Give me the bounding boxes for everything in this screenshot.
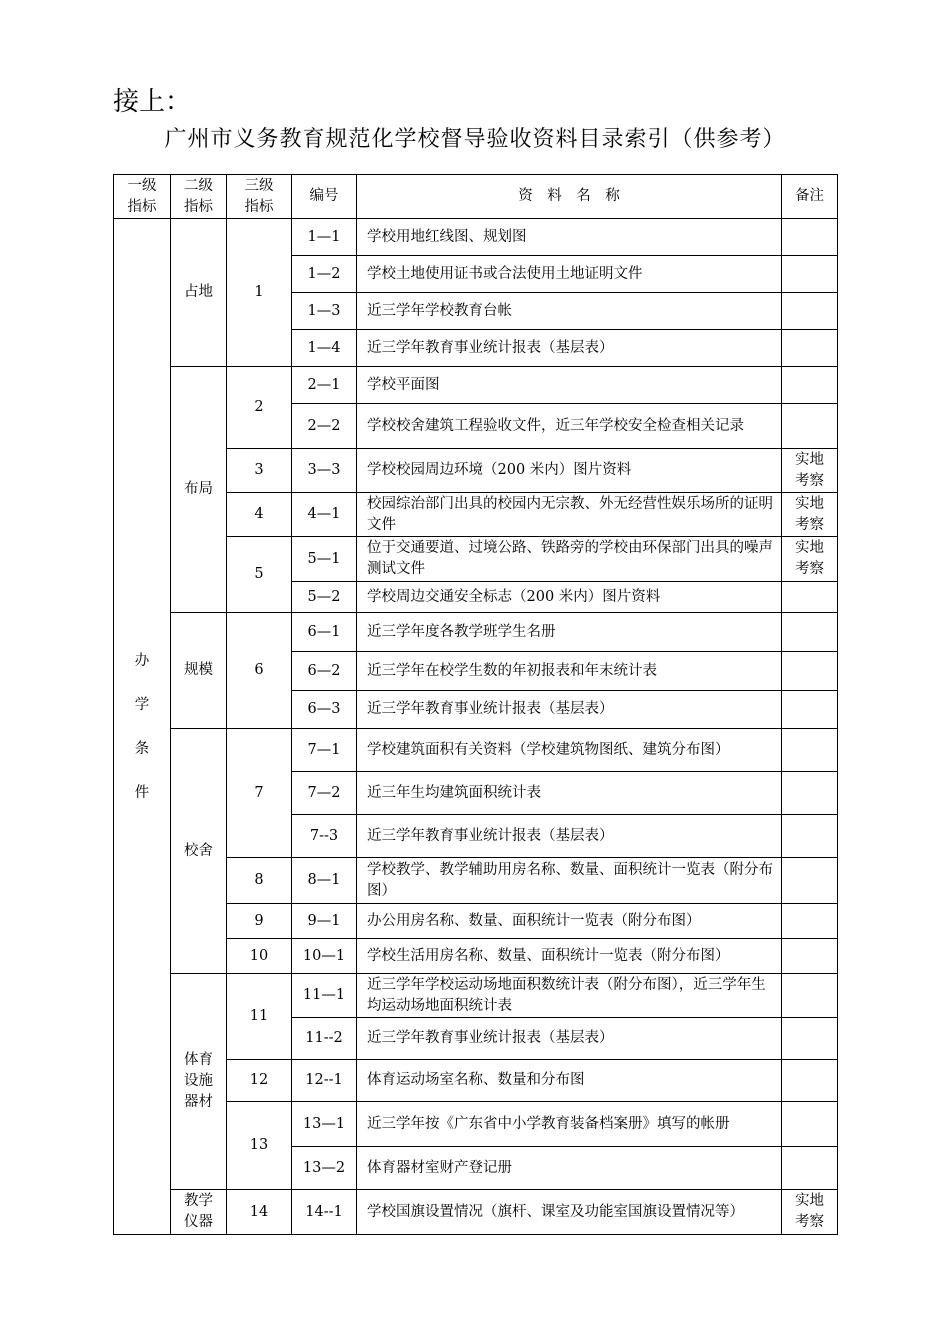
name-cell: 学校建筑面积有关资料（学校建筑物图纸、建筑分布图） (357, 729, 782, 772)
level2-cell: 规模 (171, 613, 227, 729)
remark-cell (782, 1018, 838, 1060)
level3-cell: 8 (227, 858, 292, 904)
name-cell: 近三学年按《广东省中小学教育装备档案册》填写的帐册 (357, 1102, 782, 1147)
level3-cell: 1 (227, 219, 292, 367)
number-cell: 12--1 (292, 1060, 357, 1102)
name-cell: 学校周边交通安全标志（200 米内）图片资料 (357, 582, 782, 613)
remark-cell (782, 613, 838, 652)
header-name: 资 料 名 称 (357, 175, 782, 219)
number-cell: 10—1 (292, 939, 357, 974)
table-row (114, 974, 838, 1018)
number-cell: 11--2 (292, 1018, 357, 1060)
name-cell: 近三学年教育事业统计报表（基层表） (357, 815, 782, 858)
name-cell: 学校土地使用证书或合法使用土地证明文件 (357, 256, 782, 293)
level3-cell: 6 (227, 613, 292, 729)
remark-cell (782, 691, 838, 729)
remark-cell (782, 1060, 838, 1102)
level3-cell: 3 (227, 449, 292, 493)
number-cell: 1—3 (292, 293, 357, 330)
level2-cell: 布局 (171, 367, 227, 613)
level3-cell: 10 (227, 939, 292, 974)
remark-cell (782, 939, 838, 974)
number-cell: 14--1 (292, 1190, 357, 1235)
number-cell: 6—1 (292, 613, 357, 652)
name-cell: 学校国旗设置情况（旗杆、课室及功能室国旗设置情况等） (357, 1190, 782, 1235)
continued-label: 接上： (113, 87, 192, 117)
number-cell: 13—1 (292, 1102, 357, 1147)
name-cell: 近三学年学校教育台帐 (357, 293, 782, 330)
number-cell: 8—1 (292, 858, 357, 904)
level3-cell: 9 (227, 904, 292, 939)
level2-cell: 校舍 (171, 729, 227, 974)
number-cell: 3—3 (292, 449, 357, 493)
number-cell: 7—2 (292, 772, 357, 815)
number-cell: 5—2 (292, 582, 357, 613)
table-row (114, 219, 838, 256)
remark-cell: 实地 考察 (782, 493, 838, 537)
level2-cell: 体育 设施 器材 (171, 974, 227, 1190)
header-level2: 二级 指标 (171, 175, 227, 219)
name-cell: 办公用房名称、数量、面积统计一览表（附分布图） (357, 904, 782, 939)
number-cell: 13—2 (292, 1147, 357, 1190)
name-cell: 近三学年教育事业统计报表（基层表） (357, 330, 782, 367)
level3-cell: 11 (227, 974, 292, 1060)
name-cell: 学校教学、教学辅助用房名称、数量、面积统计一览表（附分布图） (357, 858, 782, 904)
name-cell: 近三学年在校学生数的年初报表和年末统计表 (357, 652, 782, 691)
level3-cell: 12 (227, 1060, 292, 1102)
number-cell: 1—4 (292, 330, 357, 367)
document-title: 广州市义务教育规范化学校督导验收资料目录索引（供参考） (164, 127, 786, 152)
number-cell: 4—1 (292, 493, 357, 537)
name-cell: 学校校园周边环境（200 米内）图片资料 (357, 449, 782, 493)
remark-cell (782, 1102, 838, 1147)
remark-cell (782, 772, 838, 815)
remark-cell (782, 582, 838, 613)
remark-cell (782, 219, 838, 256)
level3-cell: 13 (227, 1102, 292, 1190)
table-row (114, 1190, 838, 1235)
level3-cell: 14 (227, 1190, 292, 1235)
level2-cell: 教学 仪器 (171, 1190, 227, 1235)
number-cell: 9—1 (292, 904, 357, 939)
level1-cell: 办 学 条 件 (114, 219, 171, 1235)
name-cell: 近三学年教育事业统计报表（基层表） (357, 1018, 782, 1060)
remark-cell (782, 904, 838, 939)
level2-cell: 占地 (171, 219, 227, 367)
table-row (114, 729, 838, 772)
index-table (113, 174, 838, 1235)
name-cell: 体育器材室财产登记册 (357, 1147, 782, 1190)
number-cell: 2—1 (292, 367, 357, 404)
remark-cell: 实地 考察 (782, 1190, 838, 1235)
level3-cell: 4 (227, 493, 292, 537)
name-cell: 校园综治部门出具的校园内无宗教、外无经营性娱乐场所的证明文件 (357, 493, 782, 537)
number-cell: 7—1 (292, 729, 357, 772)
remark-cell (782, 404, 838, 449)
remark-cell (782, 256, 838, 293)
remark-cell (782, 652, 838, 691)
name-cell: 近三年生均建筑面积统计表 (357, 772, 782, 815)
name-cell: 学校用地红线图、规划图 (357, 219, 782, 256)
number-cell: 1—2 (292, 256, 357, 293)
level3-cell: 7 (227, 729, 292, 858)
table-row (114, 367, 838, 404)
header-level1: 一级 指标 (114, 175, 171, 219)
name-cell: 学校校舍建筑工程验收文件，近三年学校安全检查相关记录 (357, 404, 782, 449)
remark-cell (782, 293, 838, 330)
remark-cell (782, 858, 838, 904)
remark-cell (782, 1147, 838, 1190)
name-cell: 近三学年度各教学班学生名册 (357, 613, 782, 652)
name-cell: 体育运动场室名称、数量和分布图 (357, 1060, 782, 1102)
name-cell: 近三学年教育事业统计报表（基层表） (357, 691, 782, 729)
name-cell: 学校生活用房名称、数量、面积统计一览表（附分布图） (357, 939, 782, 974)
header-level3: 三级 指标 (227, 175, 292, 219)
number-cell: 11—1 (292, 974, 357, 1018)
name-cell: 学校平面图 (357, 367, 782, 404)
header-remark: 备注 (782, 175, 838, 219)
remark-cell (782, 974, 838, 1018)
remark-cell: 实地 考察 (782, 537, 838, 582)
number-cell: 6—2 (292, 652, 357, 691)
number-cell: 1—1 (292, 219, 357, 256)
name-cell: 位于交通要道、过境公路、铁路旁的学校由环保部门出具的噪声测试文件 (357, 537, 782, 582)
table-header-row (114, 175, 838, 219)
table-row (114, 613, 838, 652)
remark-cell (782, 367, 838, 404)
name-cell: 近三学年学校运动场地面积数统计表（附分布图），近三学年生均运动场地面积统计表 (357, 974, 782, 1018)
remark-cell (782, 815, 838, 858)
number-cell: 7--3 (292, 815, 357, 858)
number-cell: 6—3 (292, 691, 357, 729)
level3-cell: 2 (227, 367, 292, 449)
remark-cell: 实地 考察 (782, 449, 838, 493)
level3-cell: 5 (227, 537, 292, 613)
number-cell: 5—1 (292, 537, 357, 582)
remark-cell (782, 330, 838, 367)
number-cell: 2—2 (292, 404, 357, 449)
header-number: 编号 (292, 175, 357, 219)
remark-cell (782, 729, 838, 772)
